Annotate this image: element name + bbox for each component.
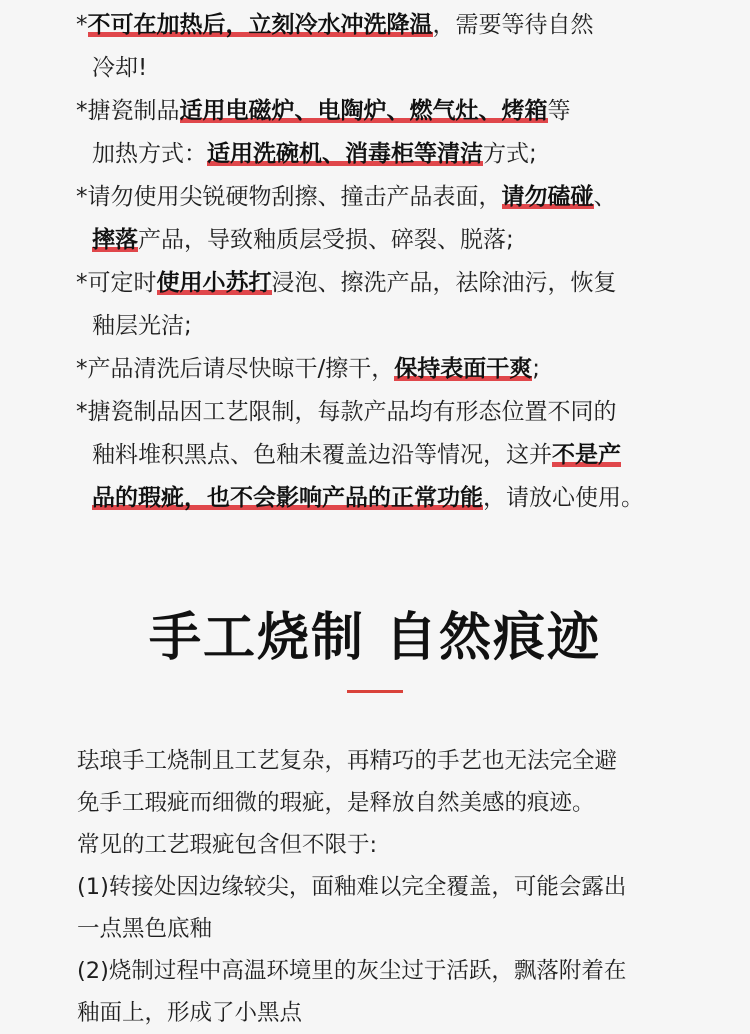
note-text: ，请放心使用。 <box>483 485 644 511</box>
care-note-item <box>76 176 716 262</box>
note-text: ; <box>532 356 540 382</box>
care-notes-list <box>76 4 716 520</box>
care-note-item <box>76 4 716 90</box>
highlighted-text: 不可在加热后，立刻冷水冲洗降温 <box>87 12 433 38</box>
highlighted-text: 适用电磁炉、电陶炉、燃气灶、烤箱 <box>179 98 548 124</box>
care-note-continuation <box>76 133 716 176</box>
body-line: (1)转接处因边缘较尖，面釉难以完全覆盖，可能会露出 <box>77 874 627 900</box>
care-note-item <box>76 90 716 176</box>
body-line: 免手工瑕疵而细微的瑕疵，是释放自然美感的痕迹。 <box>77 790 595 816</box>
note-text: 请勿使用尖锐硬物刮擦、撞击产品表面， <box>87 184 502 210</box>
body-line: 常见的工艺瑕疵包含但不限于: <box>77 832 378 858</box>
highlighted-text: 品的瑕疵，也不会影响产品的正常功能 <box>92 485 483 511</box>
note-text: 釉层光洁; <box>92 313 192 339</box>
care-note-item <box>76 262 716 348</box>
care-note-line <box>76 98 571 126</box>
asterisk-bullet: * <box>76 184 88 210</box>
care-note-item <box>76 391 716 520</box>
care-note-line <box>76 356 540 384</box>
note-text: 釉料堆积黑点、色釉未覆盖边沿等情况，这并 <box>92 442 552 468</box>
flaw-description <box>77 740 717 1034</box>
note-text: 冷却! <box>92 55 148 81</box>
care-note-item <box>76 348 716 391</box>
highlighted-text: 不是产 <box>552 442 621 468</box>
body-line: 珐琅手工烧制且工艺复杂，再精巧的手艺也无法完全避 <box>77 748 618 774</box>
note-text: 方式; <box>483 141 537 167</box>
note-text: 、 <box>593 184 617 210</box>
care-note-line <box>76 184 617 212</box>
asterisk-bullet: * <box>76 98 88 124</box>
asterisk-bullet: * <box>76 356 88 382</box>
care-note-continuation <box>76 477 716 520</box>
section-heading: 手工烧制 自然痕迹 <box>148 608 602 668</box>
highlighted-text: 请勿磕碰 <box>501 184 594 210</box>
highlighted-text: 适用洗碗机、消毒柜等清洁 <box>207 141 483 167</box>
body-line: 一点黑色底釉 <box>77 916 213 942</box>
highlighted-text: 保持表面干爽 <box>394 356 533 382</box>
note-text: ，需要等待自然 <box>432 12 594 38</box>
note-text: 等 <box>547 98 571 124</box>
note-text: 产品，导致釉质层受损、碎裂、脱落; <box>138 227 514 253</box>
note-text: 可定时 <box>87 270 157 296</box>
heading-divider <box>347 690 403 693</box>
asterisk-bullet: * <box>76 12 88 38</box>
body-line: (2)烧制过程中高温环境里的灰尘过于活跃，飘落附着在 <box>77 958 627 984</box>
note-text: 产品清洗后请尽快晾干/擦干， <box>87 356 395 382</box>
care-note-continuation <box>76 434 716 477</box>
highlighted-text: 摔落 <box>92 227 138 253</box>
note-text: 加热方式： <box>92 141 207 167</box>
care-note-line <box>76 399 617 425</box>
note-text: 浸泡、擦洗产品，祛除油污，恢复 <box>271 270 617 296</box>
body-line: 釉面上，形成了小黑点 <box>77 1000 303 1026</box>
asterisk-bullet: * <box>76 399 88 425</box>
highlighted-text: 使用小苏打 <box>156 270 272 296</box>
note-text: 搪瓷制品 <box>87 98 180 124</box>
care-note-continuation <box>76 305 716 348</box>
asterisk-bullet: * <box>76 270 88 296</box>
care-note-line <box>76 12 594 40</box>
note-text: 搪瓷制品因工艺限制，每款产品均有形态位置不同的 <box>87 399 617 425</box>
care-note-continuation <box>76 219 716 262</box>
care-note-continuation <box>76 47 716 90</box>
care-note-line <box>76 270 617 298</box>
